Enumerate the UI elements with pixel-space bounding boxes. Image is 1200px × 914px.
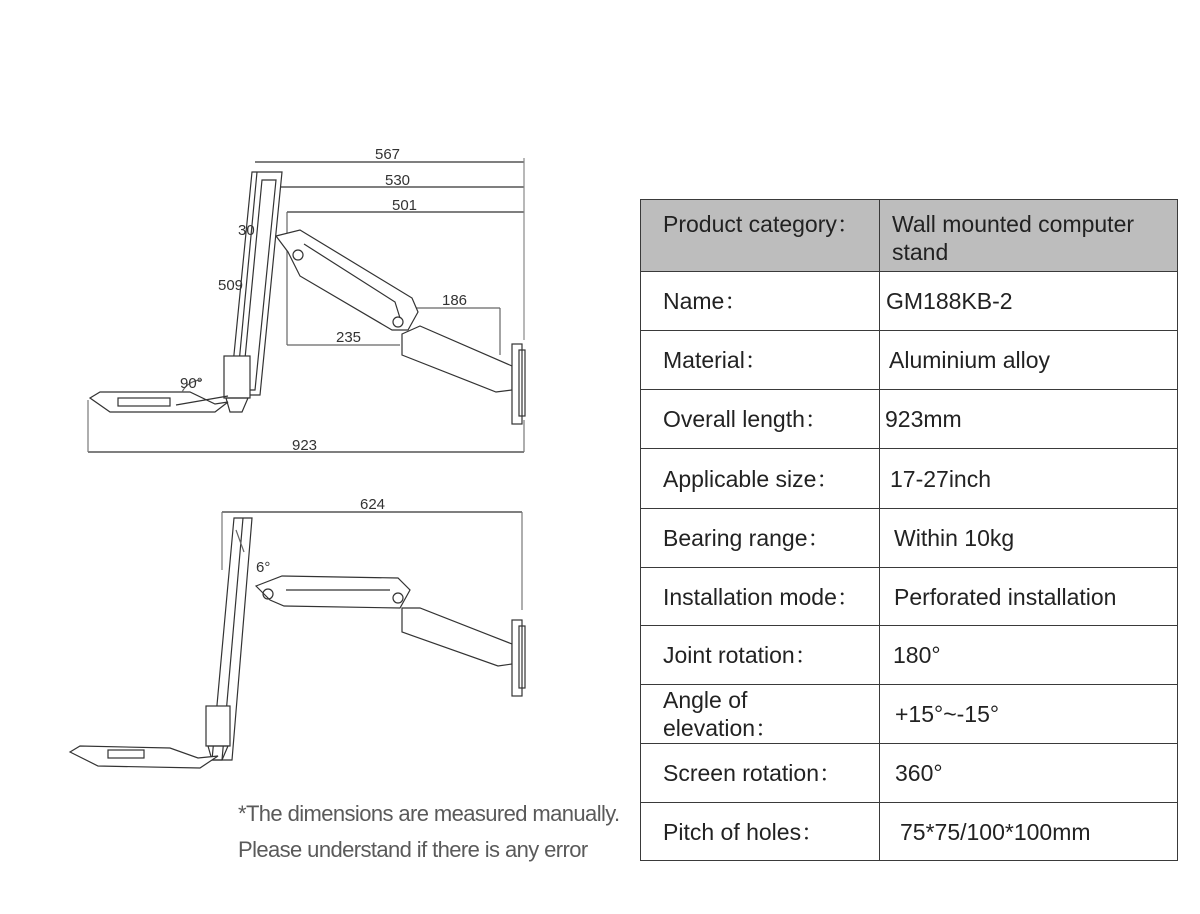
dim-30: 30: [238, 222, 255, 239]
dim-235: 235: [336, 329, 362, 346]
spec-value: 923mm: [880, 390, 1178, 449]
spec-label: Installation mode：: [641, 568, 880, 626]
dim-6-degree: 6°: [256, 559, 271, 576]
note-line-2: Please understand if there is any error: [238, 837, 588, 862]
dim-530: 530: [385, 172, 411, 189]
spec-label: Applicable size：: [641, 449, 880, 509]
spec-row-pitch-of-holes: [641, 803, 1178, 861]
spec-value: Aluminium alloy: [880, 331, 1178, 390]
spec-row-material: [641, 331, 1178, 390]
spec-row-bearing-range: [641, 509, 1178, 568]
spec-row-screen-rotation: [641, 744, 1178, 803]
technical-drawing: [0, 0, 640, 800]
spec-label: Angle of elevation：: [641, 685, 880, 744]
dim-923: 923: [292, 437, 318, 454]
bottom-dimension-labels: [256, 496, 385, 576]
spec-label: Pitch of holes：: [641, 803, 880, 861]
spec-label: Name：: [641, 272, 880, 331]
note-line-1: *The dimensions are measured manually.: [238, 801, 620, 826]
spec-label: Material：: [641, 331, 880, 390]
spec-value: Wall mounted computer stand: [880, 200, 1178, 272]
spec-value: Perforated installation: [880, 568, 1178, 626]
dim-509: 509: [218, 277, 244, 294]
spec-value: 17-27inch: [880, 449, 1178, 509]
spec-label: Screen rotation：: [641, 744, 880, 803]
dim-501: 501: [392, 197, 418, 214]
spec-row-installation-mode: [641, 568, 1178, 626]
spec-table: [640, 199, 1178, 861]
dim-186: 186: [442, 292, 468, 309]
spec-label: Overall length：: [641, 390, 880, 449]
top-dimension-labels: [180, 146, 467, 454]
spec-value: GM188KB-2: [880, 272, 1178, 331]
spec-row-applicable-size: [641, 449, 1178, 509]
spec-row-angle-of-elevation: [641, 685, 1178, 744]
spec-row-name: [641, 272, 1178, 331]
dim-567: 567: [375, 146, 401, 163]
dim-624: 624: [360, 496, 386, 513]
bottom-diagram: [70, 512, 525, 768]
measurement-note: [238, 796, 620, 868]
spec-row-product-category: [641, 200, 1178, 272]
spec-value: +15°~-15°: [880, 685, 1178, 744]
spec-value: 75*75/100*100mm: [880, 803, 1178, 861]
spec-value: 180°: [880, 626, 1178, 685]
spec-value: 360°: [880, 744, 1178, 803]
spec-row-overall-length: [641, 390, 1178, 449]
dim-90-degree: 90°: [180, 375, 203, 392]
spec-row-joint-rotation: [641, 626, 1178, 685]
spec-value: Within 10kg: [880, 509, 1178, 568]
spec-label: Product category：: [641, 200, 880, 272]
spec-label: Bearing range：: [641, 509, 880, 568]
spec-label: Joint rotation：: [641, 626, 880, 685]
